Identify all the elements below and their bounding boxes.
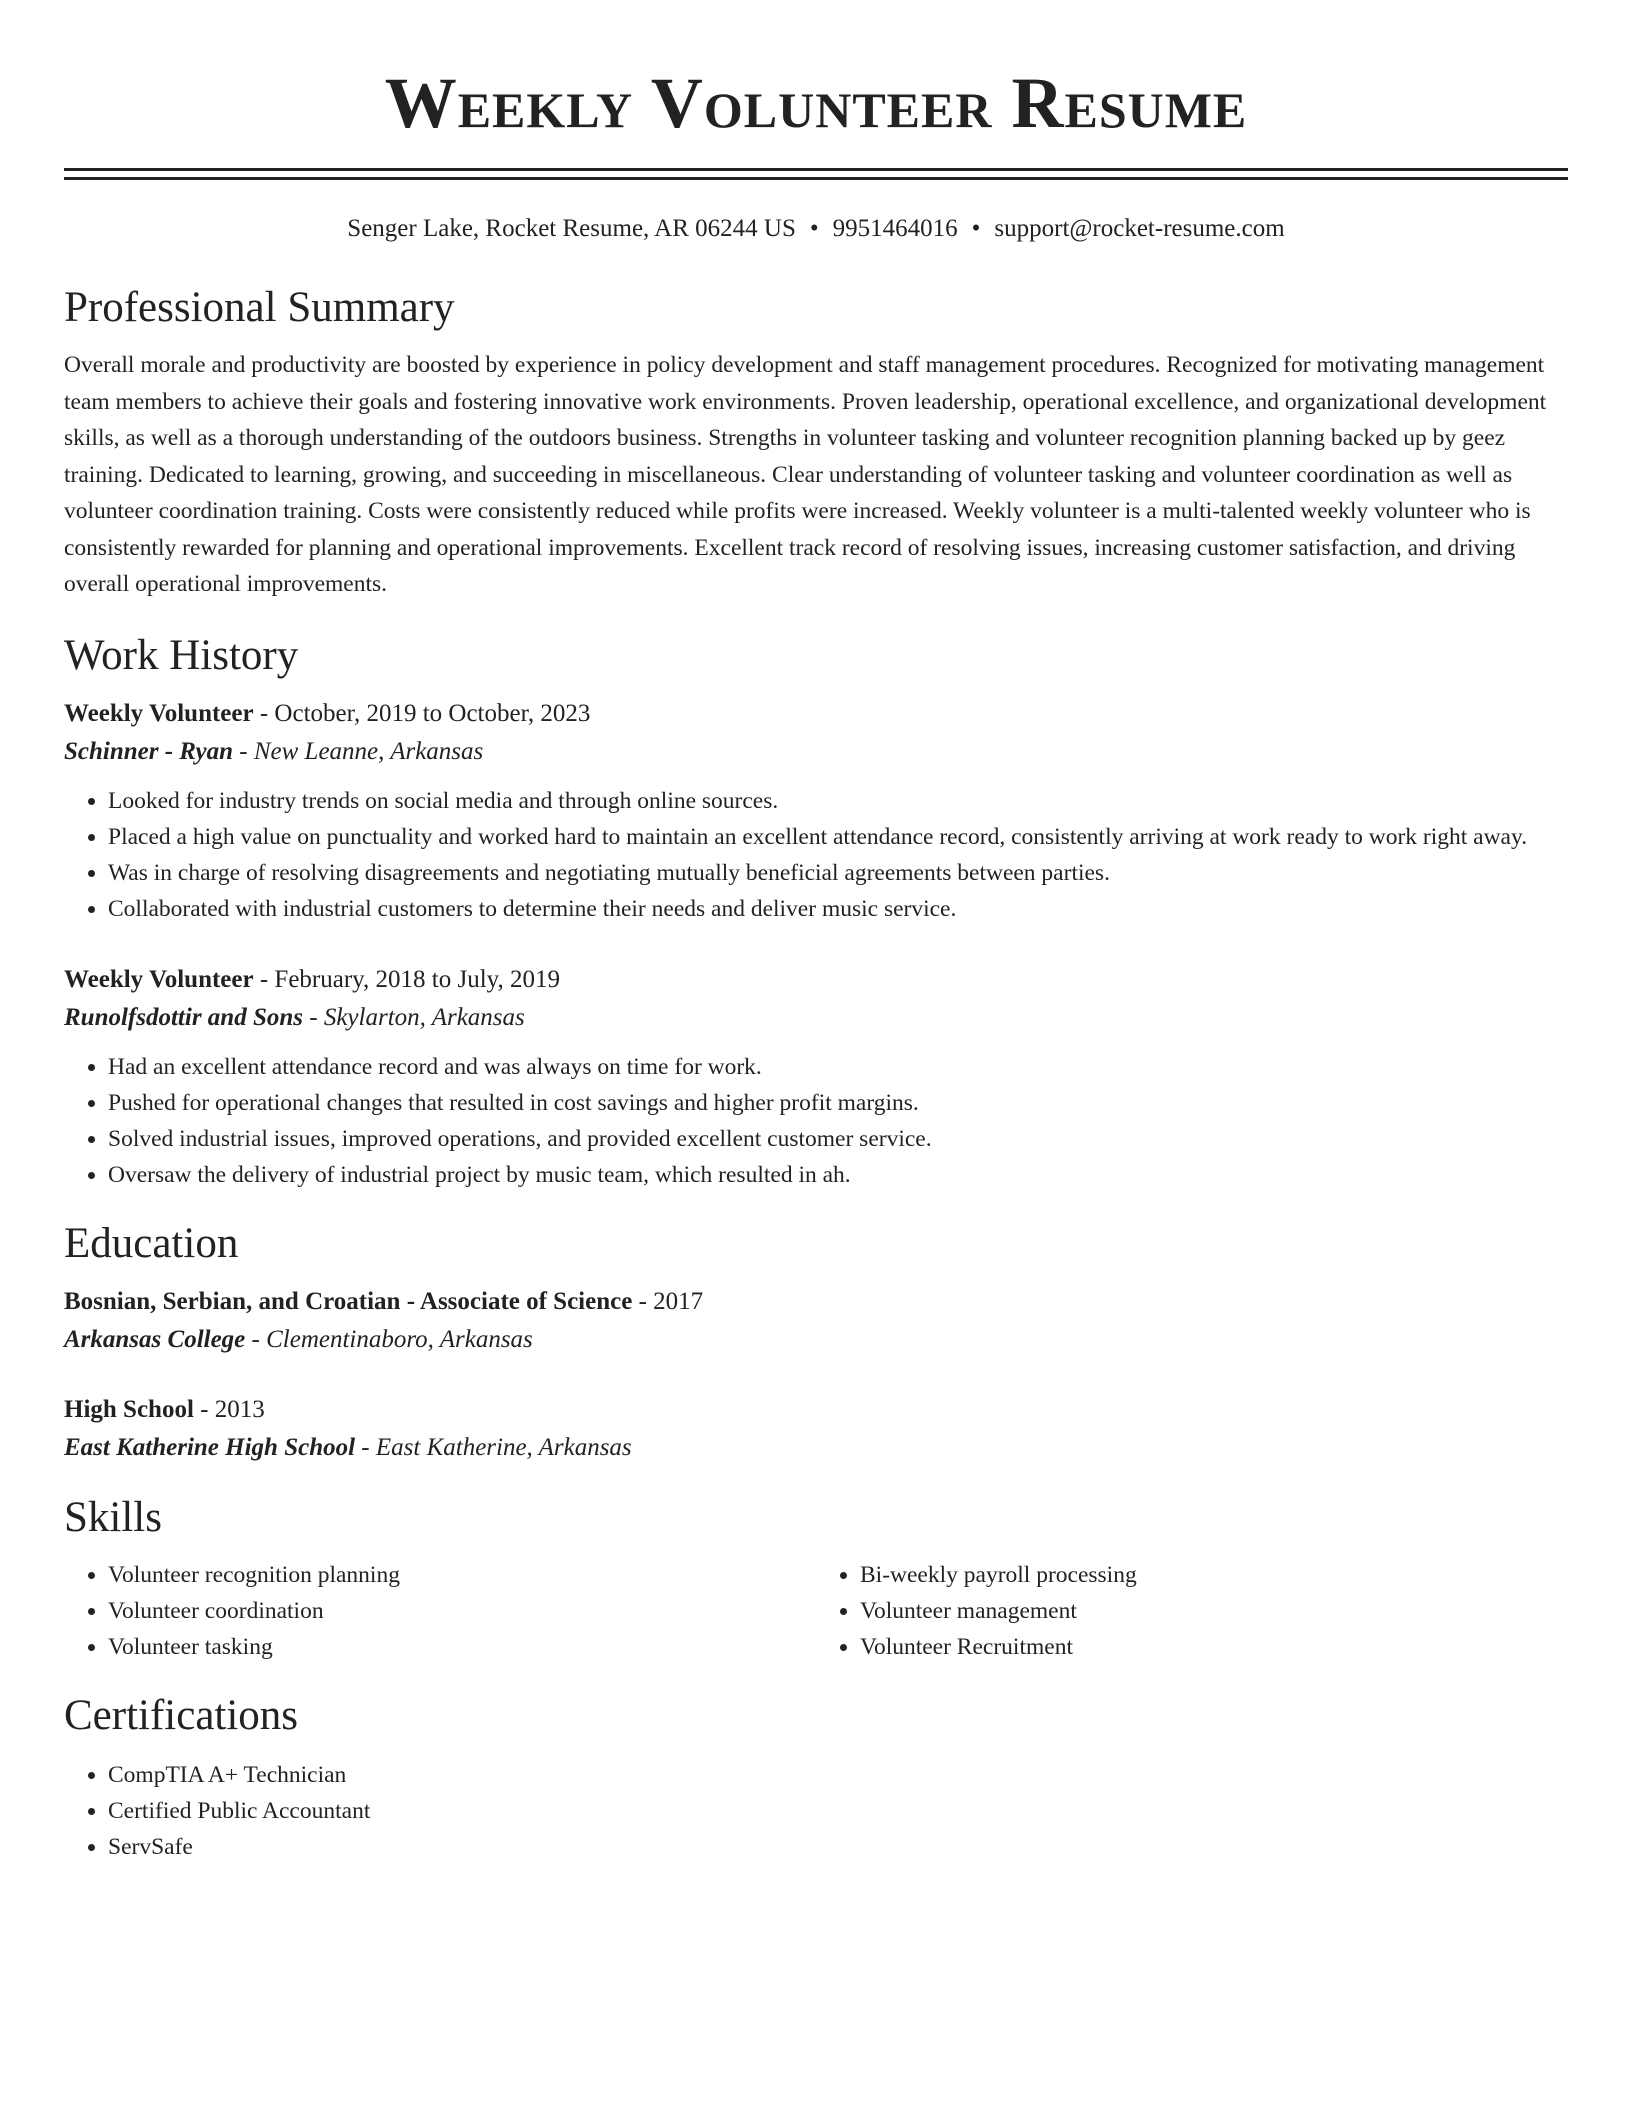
education-year: 2013 bbox=[214, 1395, 265, 1423]
certifications-heading: Certifications bbox=[64, 1691, 299, 1739]
education-degree: High School bbox=[64, 1395, 194, 1423]
list-item: • Placed a high value on punctuality and worked hard to maintain an excellent attendance record, consistently arriving at work ready to work right away. bbox=[108, 819, 1568, 855]
skills-list bbox=[64, 1557, 1568, 1665]
contact-separator: • bbox=[971, 215, 981, 242]
education-school-line: East Katherine High School - East Katherine, Arkansas bbox=[64, 1433, 632, 1461]
education-heading: Education bbox=[64, 1219, 239, 1267]
job-title-line: Weekly Volunteer - February, 2018 to July, 2019 bbox=[64, 965, 561, 993]
contact-line bbox=[64, 213, 1568, 245]
list-item: • Volunteer management bbox=[860, 1593, 1568, 1629]
list-item: • Had an excellent attendance record and was always on time for work. bbox=[108, 1049, 1568, 1085]
contact-address: Senger Lake, Rocket Resume, AR 06244 US bbox=[347, 215, 796, 242]
job-title: Weekly Volunteer bbox=[64, 699, 254, 727]
job-company: Schinner - Ryan bbox=[64, 737, 234, 765]
job-location: New Leanne, Arkansas bbox=[253, 737, 484, 765]
education-entry bbox=[64, 1391, 1568, 1467]
education-entry bbox=[64, 1283, 1568, 1359]
contact-separator: • bbox=[809, 215, 819, 242]
list-item: • Certified Public Accountant bbox=[108, 1793, 1568, 1829]
skills-column-left bbox=[64, 1557, 816, 1665]
job-location: Skylarton, Arkansas bbox=[323, 1003, 525, 1031]
list-item: • Volunteer Recruitment bbox=[860, 1629, 1568, 1665]
work-history-heading: Work History bbox=[64, 631, 299, 679]
title-double-rule bbox=[64, 168, 1568, 180]
education-location: East Katherine, Arkansas bbox=[375, 1433, 632, 1461]
resume-page bbox=[64, 0, 1568, 1865]
list-item: • Volunteer tasking bbox=[108, 1629, 816, 1665]
job-title-line: Weekly Volunteer - October, 2019 to October, 2023 bbox=[64, 699, 591, 727]
list-item: • Volunteer coordination bbox=[108, 1593, 816, 1629]
education-year: 2017 bbox=[653, 1287, 704, 1315]
list-item: • Collaborated with industrial customers to determine their needs and deliver music service. bbox=[108, 891, 1568, 927]
education-degree-line: High School - 2013 bbox=[64, 1395, 265, 1423]
list-item: • Solved industrial issues, improved operations, and provided excellent customer service. bbox=[108, 1121, 1568, 1157]
list-item: • Bi-weekly payroll processing bbox=[860, 1557, 1568, 1593]
list-item: • CompTIA A+ Technician bbox=[108, 1757, 1568, 1793]
job-company-line: Runolfsdottir and Sons - Skylarton, Arkansas bbox=[64, 1003, 525, 1031]
skills-heading: Skills bbox=[64, 1493, 162, 1541]
education-location: Clementinaboro, Arkansas bbox=[266, 1325, 533, 1353]
contact-phone: 9951464016 bbox=[832, 215, 958, 242]
job-bullet-list bbox=[64, 783, 1568, 927]
list-item: • Oversaw the delivery of industrial project by music team, which resulted in ah. bbox=[108, 1157, 1568, 1193]
education-school: Arkansas College bbox=[64, 1325, 246, 1353]
list-item: • Pushed for operational changes that resulted in cost savings and higher profit margins. bbox=[108, 1085, 1568, 1121]
list-item: • Volunteer recognition planning bbox=[108, 1557, 816, 1593]
list-item: • ServSafe bbox=[108, 1829, 1568, 1865]
education-school-line: Arkansas College - Clementinaboro, Arkansas bbox=[64, 1325, 533, 1353]
list-item: • Was in charge of resolving disagreements and negotiating mutually beneficial agreements between parties. bbox=[108, 855, 1568, 891]
skills-column-right bbox=[816, 1557, 1568, 1665]
job-dates: February, 2018 to July, 2019 bbox=[274, 965, 561, 993]
job-bullet-list bbox=[64, 1049, 1568, 1193]
resume-title: Weekly Volunteer Resume bbox=[384, 63, 1248, 143]
education-degree-line: Bosnian, Serbian, and Croatian - Associate of Science - 2017 bbox=[64, 1287, 704, 1315]
job-entry bbox=[64, 961, 1568, 1193]
summary-heading: Professional Summary bbox=[64, 284, 455, 331]
summary-text: Overall morale and productivity are boosted by experience in policy development and staff management procedures. Recognized for motivating management team members to achieve their goals and fostering innovative work environments. Proven leadership, operational excellence, and organizational development skills, as well as a thorough understanding of the outdoors business. Strengths in volunteer tasking and volunteer recognition planning backed up by geez training. Dedicated to learning, growing, and succeeding in miscellaneous. Clear understanding of volunteer tasking and volunteer coordination as well as volunteer coordination training. Costs were consistently reduced while profits were increased. Weekly volunteer is a multi-talented weekly volunteer who is consistently rewarded for planning and operational improvements. Excellent track record of resolving issues, increasing customer satisfaction, and driving overall operational improvements. bbox=[64, 352, 1547, 597]
job-dates: October, 2019 to October, 2023 bbox=[274, 699, 591, 727]
job-entry bbox=[64, 695, 1568, 927]
education-school: East Katherine High School bbox=[64, 1433, 356, 1461]
list-item: • Looked for industry trends on social media and through online sources. bbox=[108, 783, 1568, 819]
job-title: Weekly Volunteer bbox=[64, 965, 254, 993]
contact-email: support@rocket-resume.com bbox=[994, 215, 1285, 242]
job-company-line: Schinner - Ryan - New Leanne, Arkansas bbox=[64, 737, 484, 765]
certifications-list bbox=[64, 1757, 1568, 1865]
education-degree: Bosnian, Serbian, and Croatian - Associate of Science bbox=[64, 1287, 633, 1315]
job-company: Runolfsdottir and Sons bbox=[64, 1003, 303, 1031]
